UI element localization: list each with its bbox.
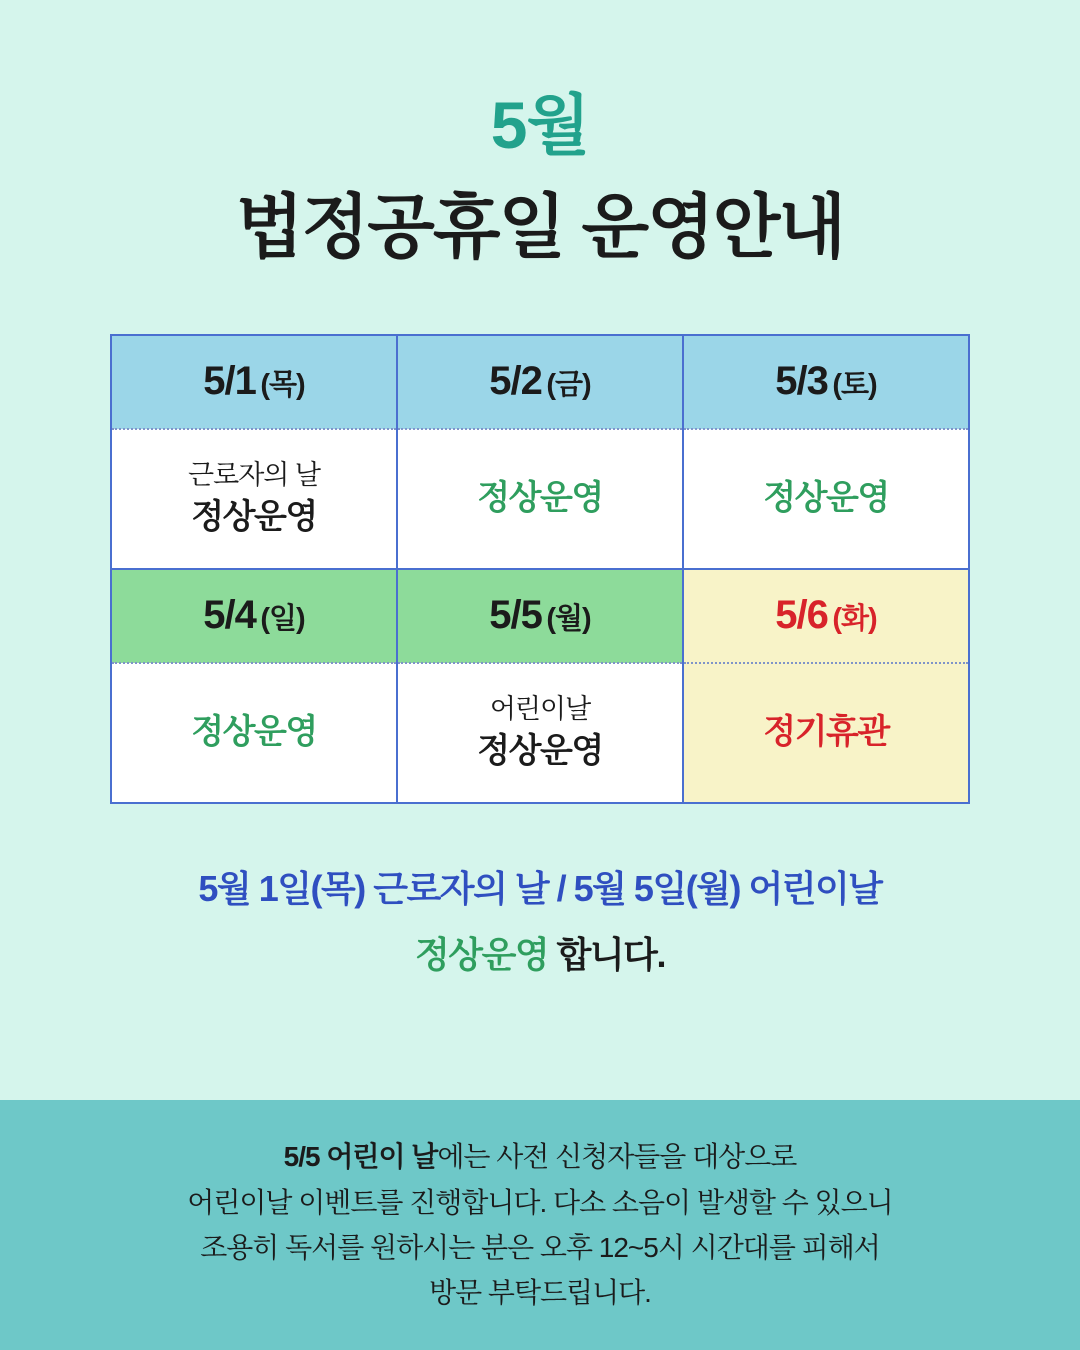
footer-line-1-rest: 에는 사전 신청자들을 대상으로: [437, 1141, 797, 1173]
date-dayofweek: (금): [546, 369, 591, 401]
date-cell-5-5: [397, 569, 683, 663]
date-dayofweek: (월): [546, 603, 591, 635]
date-value: 5/1: [203, 359, 256, 403]
footer-notice: [0, 1100, 1080, 1350]
date-dayofweek: (일): [260, 603, 305, 635]
summary-line-1: 5월 1일(목) 근로자의 날 / 5월 5일(월) 어린이날: [198, 867, 882, 909]
summary-highlight: 정상운영: [415, 933, 549, 975]
page-title: 법정공휴일 운영안내: [235, 188, 845, 266]
date-value: 5/6: [775, 593, 828, 637]
month-label: 5월: [490, 88, 590, 162]
status-badge: 정상운영: [763, 479, 889, 518]
footer-line-3: 조용히 독서를 원하시는 분은 오후 12~5시 시간대를 피해서: [200, 1232, 880, 1263]
holiday-schedule-table: [110, 334, 970, 804]
date-cell-5-3: [683, 335, 969, 429]
summary-rest: 합니다.: [548, 933, 665, 975]
holiday-note: 근로자의 날: [188, 460, 320, 491]
summary-line-2: [90, 928, 990, 982]
status-badge: 정상운영: [191, 497, 317, 536]
footer-line-1: [284, 1134, 797, 1179]
status-cell-5-1: [111, 429, 397, 569]
date-value: 5/2: [489, 359, 542, 403]
date-cell-5-1: [111, 335, 397, 429]
status-cell-5-5: [397, 663, 683, 803]
date-dayofweek: (토): [832, 369, 877, 401]
table-row: [111, 429, 969, 569]
table-row: [111, 663, 969, 803]
status-cell-5-3: [683, 429, 969, 569]
status-cell-5-4: [111, 663, 397, 803]
schedule-table-wrapper: [110, 334, 970, 804]
summary-block: [90, 862, 990, 982]
footer-line-4: 방문 부탁드립니다.: [429, 1277, 651, 1309]
status-cell-5-2: [397, 429, 683, 569]
status-cell-5-6: [683, 663, 969, 803]
poster-header: [0, 88, 1080, 272]
status-badge: 정상운영: [477, 479, 603, 518]
date-value: 5/4: [203, 593, 256, 637]
date-dayofweek: (목): [260, 369, 305, 401]
status-badge: 정상운영: [477, 731, 603, 770]
date-dayofweek: (화): [832, 603, 877, 635]
date-cell-5-6: [683, 569, 969, 663]
status-badge: 정기휴관: [763, 713, 889, 752]
table-row: [111, 335, 969, 429]
footer-line-1-bold: 5/5 어린이 날: [283, 1141, 438, 1173]
date-value: 5/5: [489, 593, 542, 637]
date-cell-5-2: [397, 335, 683, 429]
date-value: 5/3: [775, 359, 828, 403]
table-row: [111, 569, 969, 663]
status-badge: 정상운영: [191, 713, 317, 752]
holiday-note: 어린이날: [489, 694, 591, 725]
footer-line-2: 어린이날 이벤트를 진행합니다. 다소 소음이 발생할 수 있으니: [187, 1186, 893, 1218]
date-cell-5-4: [111, 569, 397, 663]
